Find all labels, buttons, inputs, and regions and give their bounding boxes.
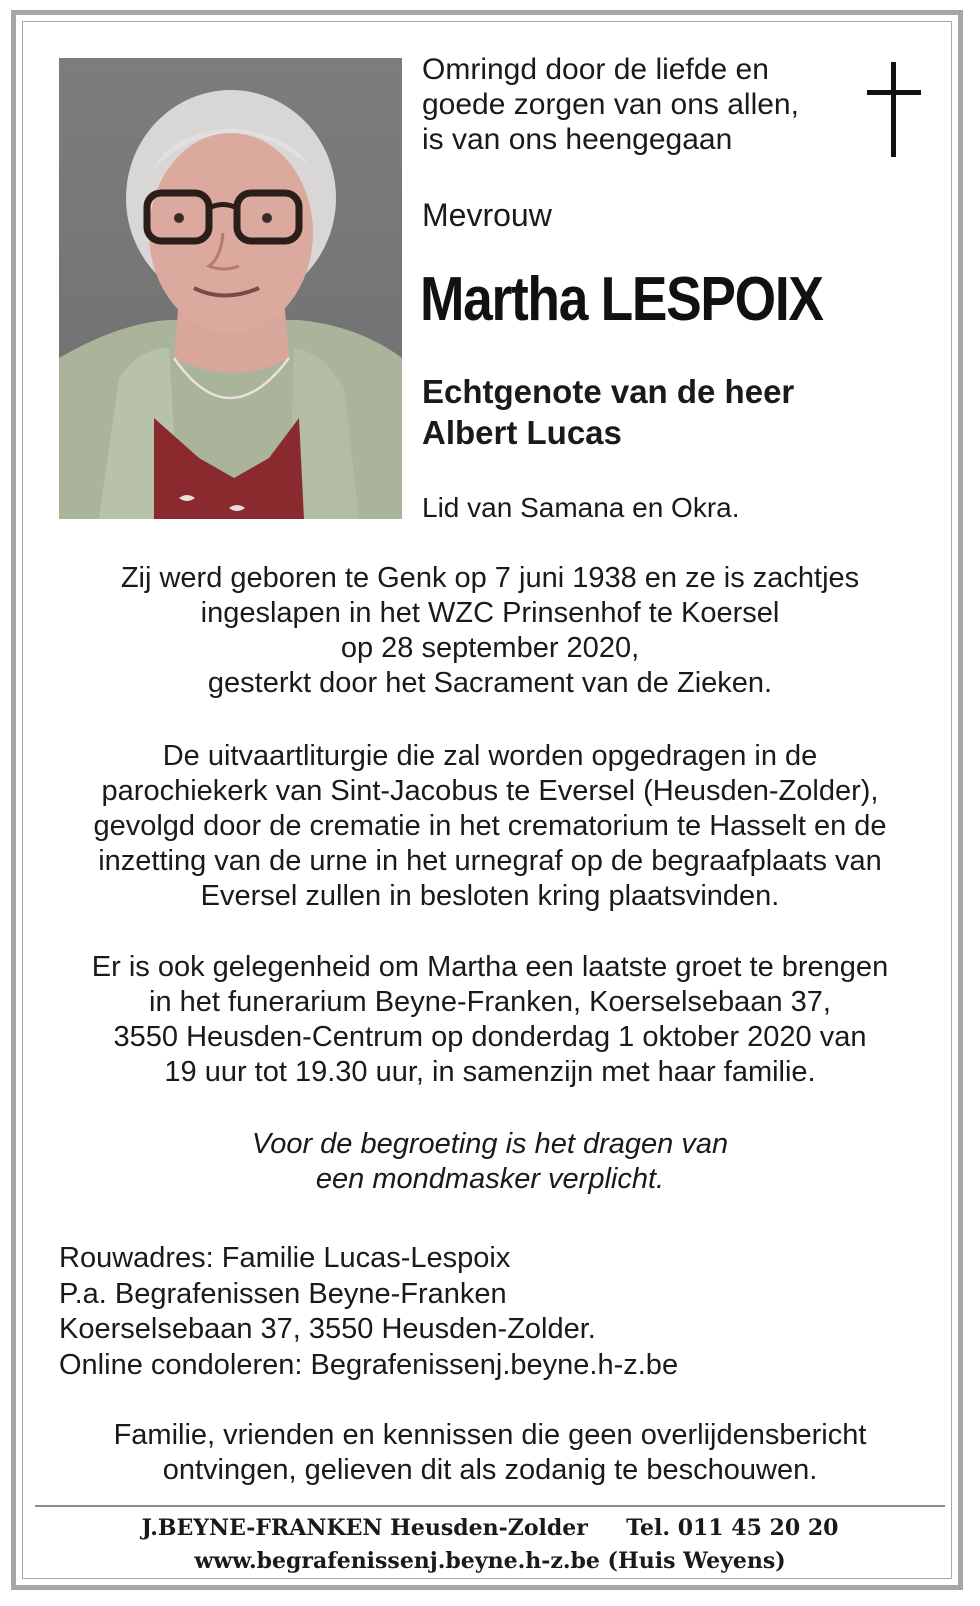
honorific: Mevrouw bbox=[422, 197, 552, 233]
paragraph-line: inzetting van de urne in het urnegraf op de begraafplaats van bbox=[98, 845, 882, 877]
paragraph-line: Eversel zullen in besloten kring plaatsvinden. bbox=[200, 880, 780, 912]
note-line: Voor de begroeting is het dragen van bbox=[251, 1128, 729, 1160]
paragraph-line: gesterkt door het Sacrament van de Zieken. bbox=[207, 667, 773, 699]
funeral-home-name: J.BEYNE-FRANKEN Heusden-Zolder bbox=[141, 1515, 588, 1541]
closing-paragraph bbox=[40, 1418, 940, 1488]
footer-website: www.begrafenissenj.beyne.h-z.be (Huis Weyens) bbox=[194, 1548, 786, 1574]
mourning-address bbox=[59, 1241, 678, 1383]
footer-company-line bbox=[40, 1512, 940, 1544]
paragraph-line: De uitvaartliturgie die zal worden opgedragen in de bbox=[162, 740, 818, 772]
address-line: Rouwadres: Familie Lucas-Lespoix bbox=[59, 1242, 511, 1274]
intro-text bbox=[422, 52, 842, 157]
paragraph-line: ingeslapen in het WZC Prinsenhof te Koersel bbox=[200, 597, 780, 629]
spouse-info bbox=[422, 371, 794, 453]
footer-divider bbox=[35, 1505, 945, 1507]
intro-line: goede zorgen van ons allen, bbox=[422, 88, 799, 121]
paragraph-line: parochiekerk van Sint-Jacobus te Eversel (Heusden-Zolder), bbox=[101, 775, 879, 807]
paragraph-line: ontvingen, gelieven dit als zodanig te beschouwen. bbox=[162, 1454, 818, 1486]
birth-death-paragraph bbox=[40, 561, 940, 701]
spouse-line: Echtgenote van de heer bbox=[422, 373, 795, 410]
paragraph-line: Er is ook gelegenheid om Martha een laatste groet te brengen bbox=[91, 951, 889, 983]
membership-text: Lid van Samana en Okra. bbox=[422, 492, 740, 523]
address-line: Koerselsebaan 37, 3550 Heusden-Zolder. bbox=[59, 1313, 596, 1345]
paragraph-line: 19 uur tot 19.30 uur, in samenzijn met haar familie. bbox=[164, 1056, 816, 1088]
paragraph-line: op 28 september 2020, bbox=[340, 632, 640, 664]
paragraph-line: 3550 Heusden-Centrum op donderdag 1 oktober 2020 van bbox=[113, 1021, 867, 1053]
visitation-paragraph bbox=[40, 950, 940, 1090]
spouse-line: Albert Lucas bbox=[422, 414, 622, 451]
funeral-home-phone: Tel. 011 45 20 20 bbox=[626, 1515, 839, 1541]
latin-cross-icon bbox=[864, 60, 924, 160]
mask-note bbox=[40, 1127, 940, 1197]
paragraph-line: gevolgd door de crematie in het crematorium te Hasselt en de bbox=[93, 810, 887, 842]
paragraph-line: Familie, vrienden en kennissen die geen overlijdensbericht bbox=[113, 1419, 867, 1451]
funeral-paragraph bbox=[40, 739, 940, 914]
intro-line: Omringd door de liefde en bbox=[422, 53, 769, 86]
paragraph-line: Zij werd geboren te Genk op 7 juni 1938 en ze is zachtjes bbox=[120, 562, 860, 594]
deceased-name: Martha LESPOIX bbox=[420, 265, 823, 334]
intro-line: is van ons heengegaan bbox=[422, 123, 733, 156]
note-line: een mondmasker verplicht. bbox=[315, 1163, 665, 1195]
portrait-photo bbox=[59, 58, 402, 519]
address-line: P.a. Begrafenissen Beyne-Franken bbox=[59, 1277, 507, 1310]
address-line: Online condoleren: Begrafenissenj.beyne.h-z.be bbox=[59, 1348, 679, 1381]
paragraph-line: in het funerarium Beyne-Franken, Koerselsebaan 37, bbox=[149, 986, 831, 1018]
